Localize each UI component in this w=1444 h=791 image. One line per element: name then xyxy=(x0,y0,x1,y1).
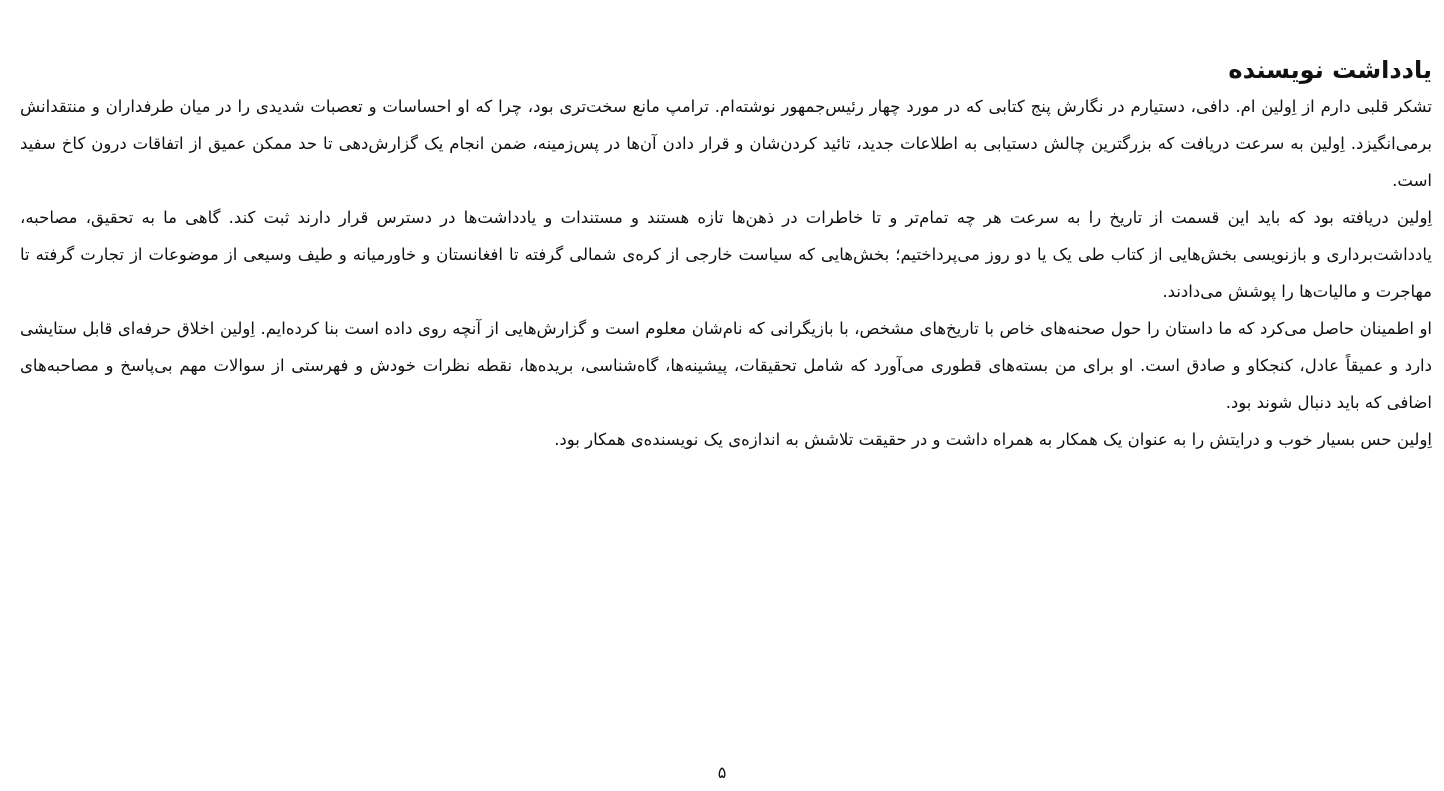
paragraph-2: اِولین دریافته بود که باید این قسمت از تاریخ را به سرعت هر چه تمام‌تر و تا خاطرات در ذهن‌ها تازه هستند و مستندات و یادداشت‌ها در دسترس قرار دارند ثبت کند. گاهی ما به تحقیق، مصاحبه، یادداشت‌برداری و بازنویسی بخش‌هایی از کتاب طی یک یا دو روز می‌پرداختیم؛ بخش‌هایی که سیاست خارجی از کره‌ی شمالی گرفته تا افغانستان و خاورمیانه و طیف وسیعی از موضوعات از تجارت گرفته تا مهاجرت و مالیات‌ها را پوشش می‌دادند. xyxy=(20,208,1432,301)
paragraph-1: تشکر قلبی دارم از اِولین ام. دافی، دستیارم در نگارش پنج کتابی که در مورد چهار رئیس‌جمهور نوشته‌ام. ترامپ مانع سخت‌تری بود، چرا که او احساسات و تعصبات شدیدی را در میان طرفداران و منتقدانش برمی‌انگیزد. اِولین به سرعت دریافت که بزرگترین چالش دستیابی به اطلاعات جدید، تائید کردن‌شان و قرار دادن آن‌ها در پس‌زمینه، ضمن انجام یک گزارش‌دهی تا حد ممکن عمیق از اتفاقات درون کاخ سفید است. xyxy=(20,97,1432,190)
paragraph-4: اِولین حس بسیار خوب و درایتش را به عنوان یک همکار به همراه داشت و در حقیقت تلاشش به اندازه‌ی یک نویسنده‌ی همکار بود. xyxy=(554,430,1432,449)
paragraph-3: او اطمینان حاصل می‌کرد که ما داستان را حول صحنه‌های خاص با تاریخ‌های مشخص، با بازیگرانی که نام‌شان معلوم است و گزارش‌هایی از آنچه روی داده است بنا کرده‌ایم. اِولین اخلاق حرفه‌ای قابل ستایشی دارد و عمیقاً عادل، کنجکاو و صادق است. او برای من بسته‌های قطوری می‌آورد که شامل تحقیقات، پیشینه‌ها، گاه‌شناسی، بریده‌ها، نقطه نظرات خودش و فهرستی از سوالات مهم بی‌پاسخ و مصاحبه‌های اضافی که باید دنبال شوند بود. xyxy=(20,319,1432,412)
page-number: ۵ xyxy=(717,763,727,782)
document-content xyxy=(20,52,1432,458)
page-title: یادداشت نویسنده xyxy=(1228,56,1432,84)
